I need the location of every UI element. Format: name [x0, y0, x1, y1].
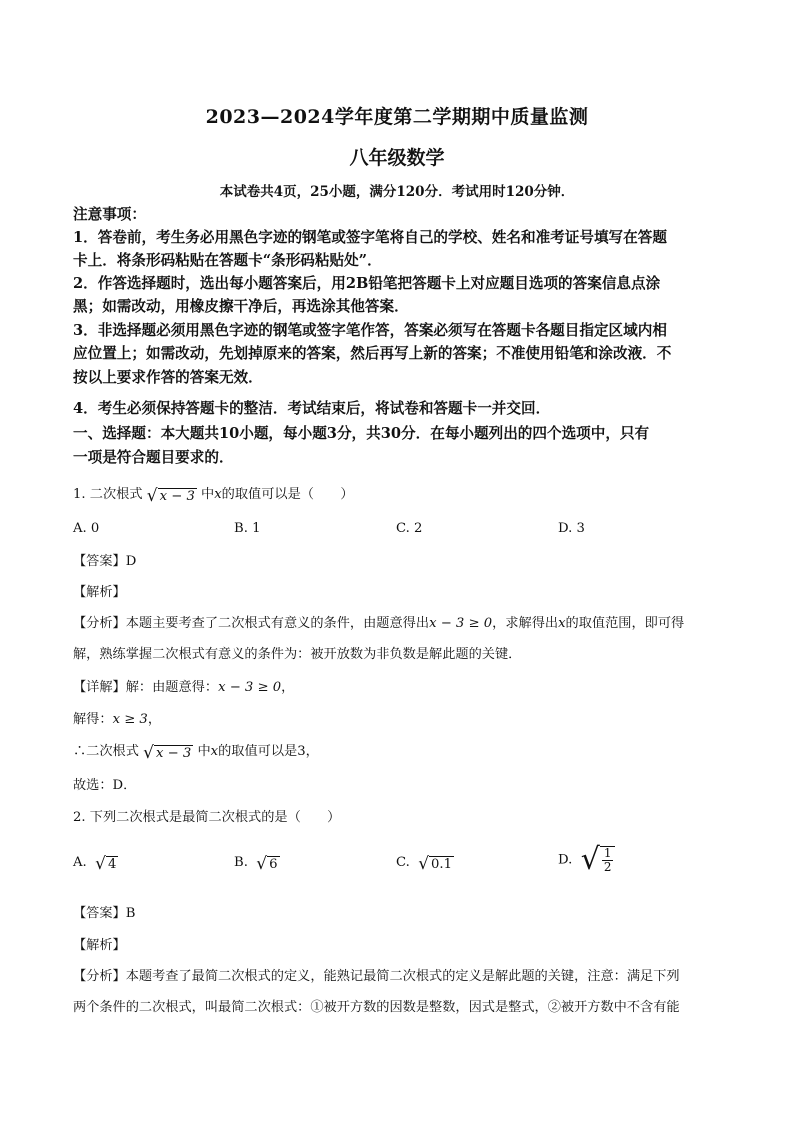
q2-stem: 2. 下列二次根式是最简二次根式的是（ ）	[73, 810, 341, 825]
q1-solve	[73, 710, 724, 730]
q1-radicand: x − 3	[159, 489, 195, 504]
q1-analysis-tag: 【解析】	[73, 585, 126, 600]
q1-fenxi-line-2: 解，熟练掌握二次根式有意义的条件为：被开放数为非负数是解此题的关键．	[73, 647, 522, 662]
q1-option-d: D. 3	[558, 521, 585, 536]
q2-option-a-radicand: 4	[107, 857, 117, 872]
q1-answer-value: D	[125, 554, 137, 569]
q1-therefore-value: 3	[297, 744, 306, 759]
q2-option-d-numerator: 1	[603, 846, 612, 860]
q1-therefore-end: ，	[305, 744, 319, 759]
q1-option-a: A. 0	[73, 521, 100, 536]
q1-fenxi-text-2: ，求解得出	[492, 616, 559, 631]
exam-info: 本试卷共4页，25小题，满分120分．考试用时120分钟．	[219, 184, 575, 200]
q1-fenxi-text-1: 本题主要考查了二次根式有意义的条件，由题意得出	[125, 616, 430, 631]
q1-solve-text: 解得：	[73, 712, 113, 727]
q1-answer	[73, 552, 724, 572]
q1-stem-post: 的取值可以是（ ）	[221, 487, 354, 502]
q1-therefore-var: x	[210, 744, 219, 759]
q1-therefore-radicand: x − 3	[155, 746, 192, 761]
q1-fenxi-line-1	[73, 614, 724, 634]
q1-detail-expr: x − 3 ≥ 0	[218, 680, 282, 695]
q1-therefore-text-1: ∴二次根式	[73, 744, 139, 759]
q2-fenxi-line-1	[73, 967, 724, 987]
q1-stem	[73, 485, 724, 505]
q1-detail-text: 解：由题意得：	[125, 680, 219, 695]
q1-solve-expr: x ≥ 3	[112, 712, 148, 727]
q2-option-b-sqrt: √ 6	[256, 854, 278, 874]
q2-analysis-tag: 【解析】	[73, 938, 126, 953]
q2-option-b	[234, 855, 280, 873]
q1-fenxi-expr: x − 3 ≥ 0	[429, 616, 493, 631]
note-2-line-2: 黑；如需改动，用橡皮擦干净后，再选涂其他答案．	[73, 298, 409, 315]
q2-option-d-fraction	[600, 846, 616, 874]
q2-option-a-label: A.	[73, 855, 87, 870]
q1-fenxi-text-3: 的取值范围，即可得	[565, 616, 685, 631]
q1-option-c: C. 2	[396, 521, 423, 536]
note-1-line-2: 卡上．将条形码粘贴在答题卡“条形码粘贴处”．	[73, 252, 382, 269]
exam-subject: 八年级数学	[349, 147, 445, 169]
q2-option-b-label: B.	[234, 855, 248, 870]
q1-choose: 故选：D．	[73, 778, 137, 793]
note-3-line-1: 3．非选择题必须用黑色字迹的钢笔或签字笔作答，答案必须写在答题卡各题目指定区域内相	[73, 322, 667, 339]
q1-detail	[73, 678, 724, 698]
notes-heading: 注意事项：	[73, 206, 146, 223]
q1-therefore	[73, 742, 724, 762]
q2-option-b-radicand: 6	[269, 857, 278, 872]
q2-option-a-sqrt: √ 4	[95, 854, 117, 874]
q2-fenxi-text-1: 本题考查了最简二次根式的定义，能熟记最简二次根式的定义是解此题的关键，注意：满足下列	[125, 969, 680, 984]
q1-stem-mid: 中	[201, 487, 215, 502]
q2-option-d-sqrt: √ $\frac{1}{2}$	[581, 845, 616, 875]
q2-option-d	[558, 842, 615, 877]
q2-option-c	[396, 855, 454, 873]
q1-solve-end: ，	[147, 712, 162, 727]
q1-option-b: B. 1	[234, 521, 261, 536]
q1-fenxi-tag: 【分析】	[73, 616, 126, 631]
q1-stem-pre: 1. 二次根式	[73, 487, 143, 502]
q2-option-d-label: D.	[558, 852, 573, 868]
q2-option-d-denominator: 2	[603, 860, 612, 874]
q2-fenxi-line-2: 两个条件的二次根式，叫最简二次根式：①被开方数的因数是整数，因式是整式，②被开方数中不含有能	[73, 1000, 680, 1015]
section-1-line-2: 一项是符合题目要求的．	[73, 449, 234, 466]
q1-therefore-text-3: 的取值可以是	[218, 744, 298, 759]
q2-option-a	[73, 855, 118, 873]
exam-title: 2023—2024学年度第二学期期中质量监测	[205, 106, 589, 128]
q1-answer-tag: 【答案】	[73, 554, 126, 569]
q2-fenxi-tag: 【分析】	[73, 969, 126, 984]
q2-option-c-radicand: 0.1	[431, 857, 453, 872]
note-2-line-1: 2．作答选择题时，选出每小题答案后，用2B铅笔把答题卡上对应题目选项的答案信息点涂	[73, 275, 661, 292]
note-3-line-2: 应位置上；如需改动，先划掉原来的答案，然后再写上新的答案；不准使用铅笔和涂改液．不	[73, 345, 672, 362]
q2-option-c-sqrt: √ 0.1	[418, 854, 453, 874]
q2-answer	[73, 904, 724, 924]
note-3-line-3: 按以上要求作答的答案无效．	[73, 369, 263, 386]
q2-answer-value: B	[125, 906, 136, 921]
q1-sqrt: √ x − 3	[146, 486, 195, 506]
q1-therefore-text-2: 中	[197, 744, 211, 759]
q1-var: x	[214, 487, 222, 502]
note-4: 4．考生必须保持答题卡的整洁．考试结束后，将试卷和答题卡一并交回．	[73, 400, 551, 417]
q1-therefore-sqrt: √ x − 3	[143, 743, 192, 763]
q1-fenxi-var: x	[558, 616, 566, 631]
q2-option-c-label: C.	[396, 855, 410, 870]
q2-answer-tag: 【答案】	[73, 906, 126, 921]
q1-detail-tag: 【详解】	[73, 680, 126, 695]
section-1-line-1: 一、选择题：本大题共10小题，每小题3分，共30分．在每小题列出的四个选项中，只有	[73, 425, 650, 442]
q1-detail-end: ，	[281, 680, 295, 695]
note-1-line-1: 1．答卷前，考生务必用黑色字迹的钢笔或签字笔将自己的学校、姓名和准考证号填写在答题	[73, 229, 667, 246]
